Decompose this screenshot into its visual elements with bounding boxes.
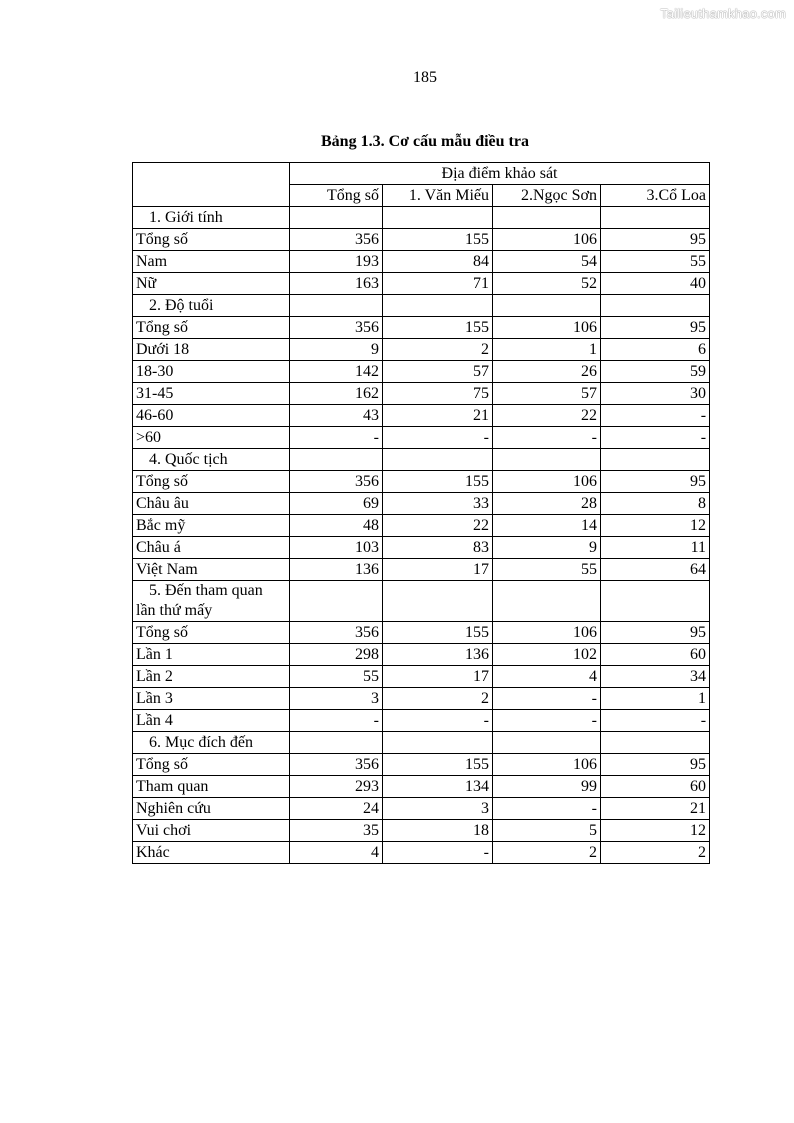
value-cell: 136 [290, 559, 383, 581]
table-row [133, 361, 710, 383]
empty-cell [383, 449, 493, 471]
value-cell: 28 [493, 493, 601, 515]
value-cell: 64 [601, 559, 710, 581]
value-cell: 106 [493, 317, 601, 339]
value-cell: 11 [601, 537, 710, 559]
empty-cell [383, 732, 493, 754]
value-cell: - [383, 710, 493, 732]
column-header-total: Tổng số [290, 185, 383, 207]
value-cell: 12 [601, 820, 710, 842]
value-cell: 356 [290, 229, 383, 251]
value-cell: 34 [601, 666, 710, 688]
value-cell: - [493, 688, 601, 710]
section-title: 4. Quốc tịch [133, 449, 290, 471]
header-corner-cell [133, 163, 290, 207]
table-row [133, 405, 710, 427]
table-row [133, 515, 710, 537]
value-cell: 298 [290, 644, 383, 666]
table-title: Bảng 1.3. Cơ cấu mẫu điều tra [321, 133, 529, 150]
value-cell: 48 [290, 515, 383, 537]
value-cell: 356 [290, 471, 383, 493]
value-cell: - [601, 405, 710, 427]
row-label: Dưới 18 [133, 339, 290, 361]
value-cell: 83 [383, 537, 493, 559]
row-label: Tổng số [133, 622, 290, 644]
row-label: Tổng số [133, 229, 290, 251]
row-label: Bắc mỹ [133, 515, 290, 537]
value-cell: 2 [383, 688, 493, 710]
empty-cell [493, 295, 601, 317]
row-label: Tổng số [133, 317, 290, 339]
table-row [133, 754, 710, 776]
value-cell: 22 [383, 515, 493, 537]
row-label: Lần 1 [133, 644, 290, 666]
value-cell: 95 [601, 622, 710, 644]
value-cell: - [493, 710, 601, 732]
value-cell: 95 [601, 754, 710, 776]
value-cell: 356 [290, 317, 383, 339]
value-cell: 95 [601, 229, 710, 251]
header-row-group [133, 163, 710, 185]
value-cell: 40 [601, 273, 710, 295]
watermark: Tailieuthamkhao.com [660, 6, 786, 21]
table-row [133, 251, 710, 273]
empty-cell [290, 581, 383, 622]
section-title-line: lần thứ mấy [136, 602, 213, 619]
table-row [133, 317, 710, 339]
table-row [133, 820, 710, 842]
value-cell: 6 [601, 339, 710, 361]
value-cell: - [383, 427, 493, 449]
table-row [133, 776, 710, 798]
value-cell: - [383, 842, 493, 864]
value-cell: 106 [493, 229, 601, 251]
section-header-row [133, 581, 710, 622]
column-header-ngoc-son: 2.Ngọc Sơn [493, 185, 601, 207]
table-row [133, 710, 710, 732]
section-title-line: 5. Đến tham quan [149, 582, 263, 599]
table-row [133, 383, 710, 405]
value-cell: 2 [601, 842, 710, 864]
empty-cell [290, 295, 383, 317]
value-cell: 95 [601, 317, 710, 339]
value-cell: 155 [383, 317, 493, 339]
empty-cell [601, 732, 710, 754]
value-cell: 57 [493, 383, 601, 405]
empty-cell [601, 295, 710, 317]
row-label: Việt Nam [133, 559, 290, 581]
value-cell: 60 [601, 776, 710, 798]
value-cell: - [493, 798, 601, 820]
section-header-row [133, 295, 710, 317]
value-cell: 134 [383, 776, 493, 798]
table-row [133, 842, 710, 864]
value-cell: 26 [493, 361, 601, 383]
value-cell: 4 [290, 842, 383, 864]
value-cell: 99 [493, 776, 601, 798]
value-cell: 155 [383, 229, 493, 251]
table-row [133, 493, 710, 515]
empty-cell [290, 449, 383, 471]
empty-cell [383, 207, 493, 229]
value-cell: 106 [493, 622, 601, 644]
table-row [133, 559, 710, 581]
value-cell: 22 [493, 405, 601, 427]
value-cell: 30 [601, 383, 710, 405]
empty-cell [493, 732, 601, 754]
header-group-cell: Địa điểm khảo sát [290, 163, 710, 185]
row-label: Lần 2 [133, 666, 290, 688]
value-cell: - [601, 427, 710, 449]
value-cell: - [290, 427, 383, 449]
row-label: 31-45 [133, 383, 290, 405]
row-label: Lần 3 [133, 688, 290, 710]
row-label: 46-60 [133, 405, 290, 427]
value-cell: 60 [601, 644, 710, 666]
value-cell: 75 [383, 383, 493, 405]
value-cell: 69 [290, 493, 383, 515]
value-cell: 103 [290, 537, 383, 559]
value-cell: 12 [601, 515, 710, 537]
value-cell: 356 [290, 622, 383, 644]
value-cell: 14 [493, 515, 601, 537]
table-row [133, 666, 710, 688]
row-label: Châu á [133, 537, 290, 559]
value-cell: 57 [383, 361, 493, 383]
value-cell: 155 [383, 754, 493, 776]
table-row [133, 471, 710, 493]
value-cell: 55 [290, 666, 383, 688]
survey-table [132, 162, 710, 864]
value-cell: 136 [383, 644, 493, 666]
value-cell: 163 [290, 273, 383, 295]
value-cell: 8 [601, 493, 710, 515]
empty-cell [383, 295, 493, 317]
empty-cell [290, 732, 383, 754]
value-cell: 52 [493, 273, 601, 295]
row-label: Tổng số [133, 471, 290, 493]
value-cell: 193 [290, 251, 383, 273]
value-cell: 71 [383, 273, 493, 295]
page-number: 185 [413, 69, 437, 86]
value-cell: 17 [383, 666, 493, 688]
value-cell: 4 [493, 666, 601, 688]
value-cell: 59 [601, 361, 710, 383]
value-cell: 162 [290, 383, 383, 405]
section-header-row [133, 207, 710, 229]
empty-cell [493, 449, 601, 471]
value-cell: 24 [290, 798, 383, 820]
value-cell: 3 [290, 688, 383, 710]
table-row [133, 622, 710, 644]
table-row [133, 798, 710, 820]
empty-cell [383, 581, 493, 622]
value-cell: 142 [290, 361, 383, 383]
row-label: Châu âu [133, 493, 290, 515]
value-cell: - [493, 427, 601, 449]
table-row [133, 273, 710, 295]
empty-cell [493, 581, 601, 622]
table-row [133, 229, 710, 251]
value-cell: 155 [383, 622, 493, 644]
empty-cell [601, 581, 710, 622]
value-cell: 18 [383, 820, 493, 842]
value-cell: 9 [290, 339, 383, 361]
survey-table-body [133, 163, 710, 864]
value-cell: 3 [383, 798, 493, 820]
value-cell: 106 [493, 754, 601, 776]
table-row [133, 537, 710, 559]
table-row [133, 339, 710, 361]
row-label: Khác [133, 842, 290, 864]
row-label: Nghiên cứu [133, 798, 290, 820]
value-cell: - [601, 710, 710, 732]
value-cell: 102 [493, 644, 601, 666]
value-cell: 43 [290, 405, 383, 427]
value-cell: 33 [383, 493, 493, 515]
section-title: 2. Độ tuổi [133, 295, 290, 317]
empty-cell [290, 207, 383, 229]
row-label: 18-30 [133, 361, 290, 383]
value-cell: 2 [493, 842, 601, 864]
value-cell: 9 [493, 537, 601, 559]
value-cell: 35 [290, 820, 383, 842]
value-cell: 55 [601, 251, 710, 273]
table-row [133, 644, 710, 666]
value-cell: 1 [493, 339, 601, 361]
column-header-co-loa: 3.Cổ Loa [601, 185, 710, 207]
row-label: Lần 4 [133, 710, 290, 732]
value-cell: 21 [383, 405, 493, 427]
row-label: >60 [133, 427, 290, 449]
value-cell: 21 [601, 798, 710, 820]
value-cell: 84 [383, 251, 493, 273]
row-label: Nam [133, 251, 290, 273]
value-cell: 54 [493, 251, 601, 273]
section-title: 1. Giới tính [133, 207, 290, 229]
empty-cell [493, 207, 601, 229]
column-header-van-mieu: 1. Văn Miếu [383, 185, 493, 207]
value-cell: 17 [383, 559, 493, 581]
value-cell: - [290, 710, 383, 732]
row-label: Nữ [133, 273, 290, 295]
section-header-row [133, 732, 710, 754]
value-cell: 155 [383, 471, 493, 493]
value-cell: 5 [493, 820, 601, 842]
section-title [133, 581, 290, 622]
value-cell: 106 [493, 471, 601, 493]
row-label: Vui chơi [133, 820, 290, 842]
row-label: Tổng số [133, 754, 290, 776]
empty-cell [601, 207, 710, 229]
value-cell: 55 [493, 559, 601, 581]
table-row [133, 688, 710, 710]
value-cell: 95 [601, 471, 710, 493]
section-header-row [133, 449, 710, 471]
value-cell: 293 [290, 776, 383, 798]
table-row [133, 427, 710, 449]
value-cell: 356 [290, 754, 383, 776]
value-cell: 2 [383, 339, 493, 361]
value-cell: 1 [601, 688, 710, 710]
empty-cell [601, 449, 710, 471]
section-title: 6. Mục đích đến [133, 732, 290, 754]
row-label: Tham quan [133, 776, 290, 798]
